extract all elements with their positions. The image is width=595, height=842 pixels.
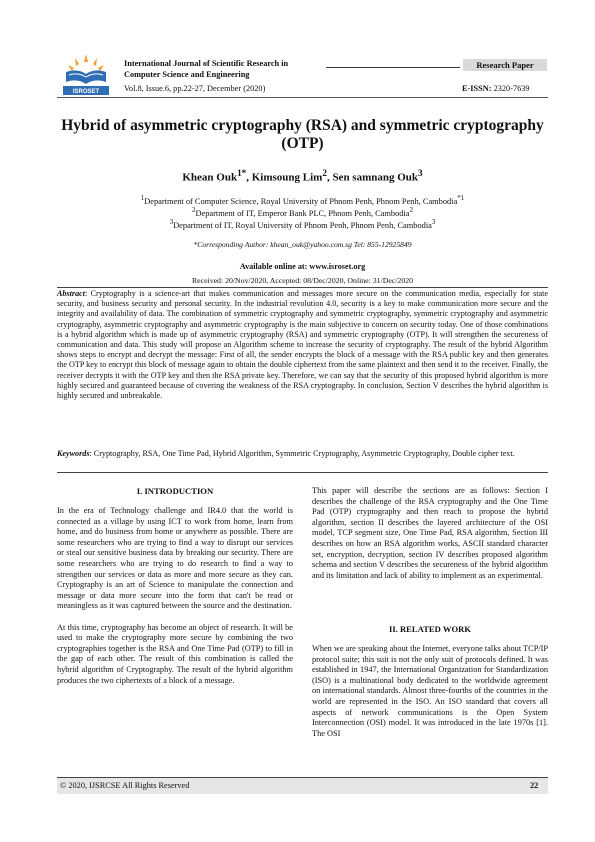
author-list: Khean Ouk$^{1*}$, Kimsoung Lim$^2$, Sen samnang Ouk$^3$: [182, 168, 423, 184]
right-column-intro: [312, 486, 548, 592]
section-heading-introduction: I. INTRODUCTION: [136, 486, 214, 496]
affiliation: $^3$Department of IT, Royal University of Phnom Penh, Phnom Penh, Cambodia$^3$: [169, 218, 436, 230]
section-heading-related-work: II. RELATED WORK: [388, 624, 472, 634]
journal-name: International Journal of Scientific Research in Computer Science and Engineering: [124, 59, 289, 79]
right-column-related: [312, 644, 548, 750]
author-sup: 2: [322, 168, 327, 178]
keywords: [57, 449, 548, 459]
received-dates: Received: 20/Nov/2020, Accepted: 08/Dec/2020, Online: 31/Dec/2020: [191, 276, 414, 285]
paper-type-badge: Research Paper: [463, 59, 547, 71]
author-name: Sen samnang Ouk: [332, 171, 419, 184]
author-name: Kimsoung Lim: [251, 171, 323, 184]
abstract-label: Abstract: [57, 289, 85, 298]
abstract-text: : Cryptography is a science-art that makes communication and messages more secure on the communication media, especially for state security, and business security and personal security. In the industrial revolution 4.0, security is a key to make communication more secure and the integrity and availability of data. The combination of symmetric cryptography and symmetric cryptography, symmetric cryptography and asymmetric cryptography, asymmetric cryptography and asymmetric cryptography is the main subjective to concern on security today. One of those combinations is a hybrid algorithm which is made up of asymmetric cryptography (RSA) and symmetric cryptography (OTP). It will strengthen the secureness of communication and data. This study will propose an Algorithm scheme to increase the security of cryptography. The result of the hybrid Algorithm shows steps to encrypt and decrypt the message: First of all, the sender encrypts the block of a message with the RSA public key and then generates the OTP key to encrypt this block of message again to obtain the double ciphertext from the same plaintext and then send it to the receiver. Finally, the receiver decrypts it with the OTP key and then the RSA private key. Therefore, we can say that the security of this proposed hybrid algorithm is more highly secured and guaranteed because of covering the weakness of the RSA cryptography. In conclusion, Section V describes the hybrid algorithm is highly secured and unbreakable.: [57, 289, 548, 401]
issn: [462, 84, 530, 93]
affiliation: $^1$Department of Computer Science, Royal University of Phnom Penh, Phnom Penh, Cambodia$^{*1}$: [140, 194, 465, 206]
paragraph: In the era of Technology challenge and IR4.0 that the world is connected as a village by using ICT to work from home, learn from home, and do business from home or anywhere as possible. There are some researchers who are trying to find a way to disrupt our services or steal our sensitive business data by breaking our security. There are some researchers who are trying to do research to find a way to strengthen our services or data as more and more secure as they can. Cryptography is an art of Science to manipulate the connection and message or data more secure into the form that can't be read or meaningless as it was captured between the source and the destination.: [57, 506, 293, 611]
paragraph: When we are speaking about the Internet, everyone talks about TCP/IP protocol suite; this suit is not the only suit of protocols defined. It was established in 1947, the International Organization for Standardization (ISO) is a multinational body dedicated to the worldwide agreement on international standards. Almost three-fourths of the countries in the world are represented in the ISO. An ISO standard that covers all aspects of network communications is the Open System Interconnection (OSI) model. It was introduced in the late 1970s [1]. The OSI: [312, 644, 548, 738]
available-online: Available online at: www.isroset.org: [239, 262, 366, 271]
issn-label: E-ISSN:: [462, 84, 492, 93]
abstract: [57, 289, 548, 401]
author-name: Khean Ouk: [182, 171, 238, 184]
paragraph: At this time, cryptography has become an object of research. It will be used to make the cryptography more secure by combining the two cryptographies together is the RSA and One Time Pad (OTP) to fill in the gap of each other. The result of this combination is called the hybrid algorithm of Cryptography. The result of the hybrid algorithm produces the two ciphertexts of a block of a message.: [57, 622, 293, 685]
left-column: [57, 506, 293, 697]
paragraph: This paper will describe the sections are as follows: Section I describes the challenge of the RSA cryptography and the One Time Pad (OTP) cryptography and then reach to propose the hybrid algorithm, section II describes the layered architecture of the OSI model, TCP segment size, One Time Pad, RSA algorithm, Section III describes on how an RSA algorithm works, ASCII standard character set, encryption, decryption, section IV describes proposed algorithm schema and section V describes the secureness of the hybrid algorithm and its limitation and lack of ability to implement as an experimental.: [312, 486, 548, 580]
affiliation: $^2$Department of IT, Emperor Bank PLC, Phnom Penh, Cambodia$^2$: [191, 206, 414, 218]
header-line: [326, 67, 460, 68]
keywords-text: : Cryptography, RSA, One Time Pad, Hybrid Algorithm, Symmetric Cryptography, Asymmetric Cryptography, Double cipher text.: [89, 449, 515, 458]
paper-title: Hybrid of asymmetric cryptography (RSA) and symmetric cryptography (OTP): [61, 117, 544, 152]
keywords-label: Keywords: [57, 449, 90, 458]
author-sup: 1*: [237, 168, 247, 178]
issn-value: 2320-7639: [493, 84, 530, 93]
journal-logo: [57, 48, 115, 100]
author-sup: 3: [418, 168, 423, 178]
abstract-top-rule: [57, 287, 548, 288]
volume-info: Vol.8, Issue.6, pp.22-27, December (2020): [124, 84, 266, 93]
header-divider: [57, 97, 548, 98]
logo-text: ISROSET: [72, 89, 100, 95]
page-number: 22: [530, 781, 539, 790]
copyright: © 2020, IJSRCSE All Rights Reserved: [60, 781, 190, 790]
keywords-bottom-rule: [57, 472, 548, 473]
corresponding-author: *Corresponding Author: khean_ouk@yahoo.com.sg Tel: 855-12925849: [193, 240, 412, 249]
